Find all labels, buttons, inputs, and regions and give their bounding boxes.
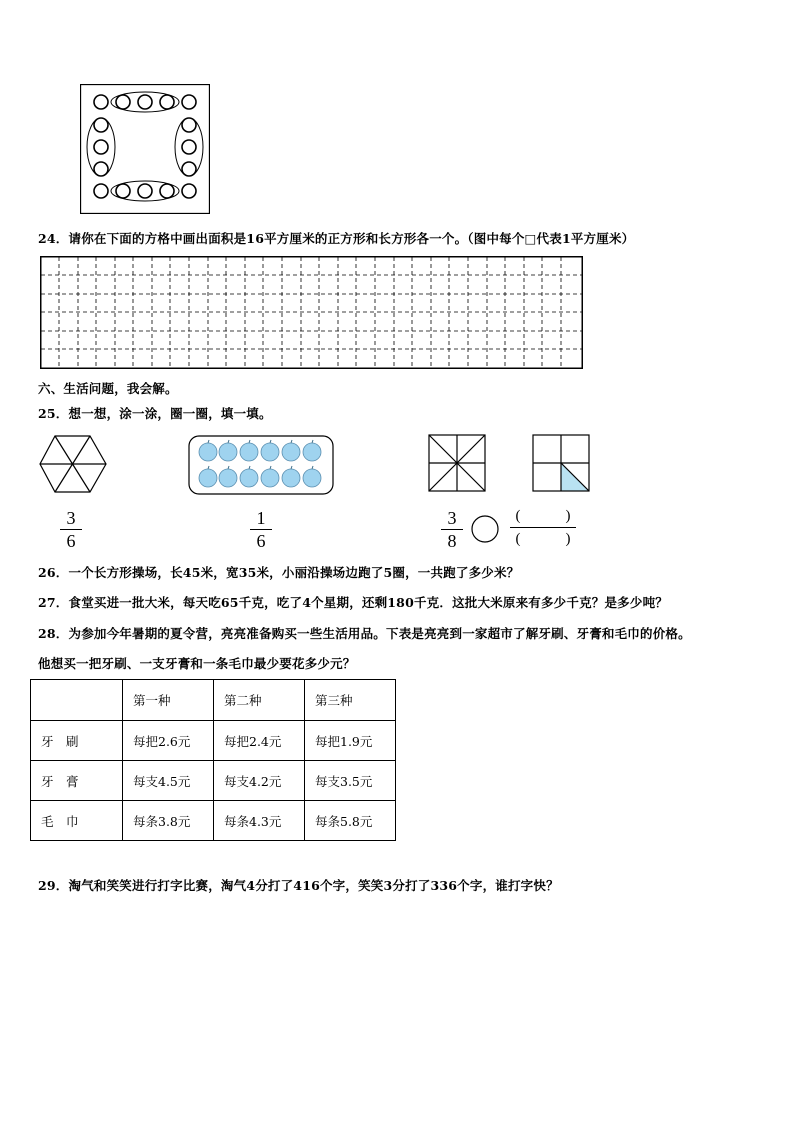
table-row <box>31 761 396 801</box>
question-28-line1: 28．为参加今年暑期的夏令营，亮亮准备购买一些生活用品。下表是亮亮到一家超市了解牙刷、牙膏和毛巾的价格。 <box>38 626 691 641</box>
question-29: 29．淘气和笑笑进行打字比赛，淘气4分打了416个字，笑笑3分打了336个字，谁打字快？ <box>38 878 559 893</box>
table-cell: 毛 巾 <box>31 801 123 841</box>
blank-fraction[interactable]: ( ) ( ) <box>510 506 576 549</box>
table-cell: 牙 刷 <box>31 721 123 761</box>
question-26: 26．一个长方形操场，长45米，宽35米，小丽沿操场边跑了5圈，一共跑了多少米？ <box>38 565 520 580</box>
question-27: 27．食堂买进一批大米，每天吃65千克，吃了4个星期，还剩180千克．这批大米原来有多少千克？是多少吨？ <box>38 595 668 610</box>
table-header-cell: 第三种 <box>305 680 396 721</box>
table-cell: 每支4.5元 <box>123 761 214 801</box>
table-cell: 每把2.4元 <box>214 721 305 761</box>
square-eighths-figure[interactable] <box>428 434 488 494</box>
table-row <box>31 801 396 841</box>
section-6-title: 六、生活问题，我会解。 <box>38 381 178 396</box>
fraction-3-8: 3 8 <box>441 508 463 551</box>
question-28-line2: 他想买一把牙刷、一支牙膏和一条毛巾最少要花多少元？ <box>38 656 356 671</box>
grid-paper[interactable] <box>40 256 584 370</box>
fraction-3-6: 3 6 <box>60 508 82 551</box>
table-cell: 每把2.6元 <box>123 721 214 761</box>
question-25: 25．想一想，涂一涂，圈一圈，填一填。 <box>38 406 272 421</box>
table-cell: 牙 膏 <box>31 761 123 801</box>
price-table <box>30 679 396 841</box>
table-header-cell: 第一种 <box>123 680 214 721</box>
fraction-1-6: 1 6 <box>250 508 272 551</box>
table-cell: 每把1.9元 <box>305 721 396 761</box>
table-cell: 每条5.8元 <box>305 801 396 841</box>
table-cell: 每支4.2元 <box>214 761 305 801</box>
table-header-cell: 第二种 <box>214 680 305 721</box>
table-cell: 每条4.3元 <box>214 801 305 841</box>
apple-box-figure[interactable] <box>188 435 334 495</box>
hexagon-figure[interactable] <box>38 434 108 494</box>
compare-circle-icon[interactable] <box>470 514 500 544</box>
table-cell: 每条3.8元 <box>123 801 214 841</box>
circle-arrangement-figure <box>80 84 210 214</box>
table-row <box>31 721 396 761</box>
table-header-row <box>31 680 396 721</box>
question-24: 24．请你在下面的方格中画出面积是16平方厘米的正方形和长方形各一个。（图中每个□代表1平方厘米） <box>38 231 635 246</box>
table-cell: 每支3.5元 <box>305 761 396 801</box>
table-header-cell <box>31 680 123 721</box>
square-quarters-figure[interactable] <box>532 434 592 494</box>
